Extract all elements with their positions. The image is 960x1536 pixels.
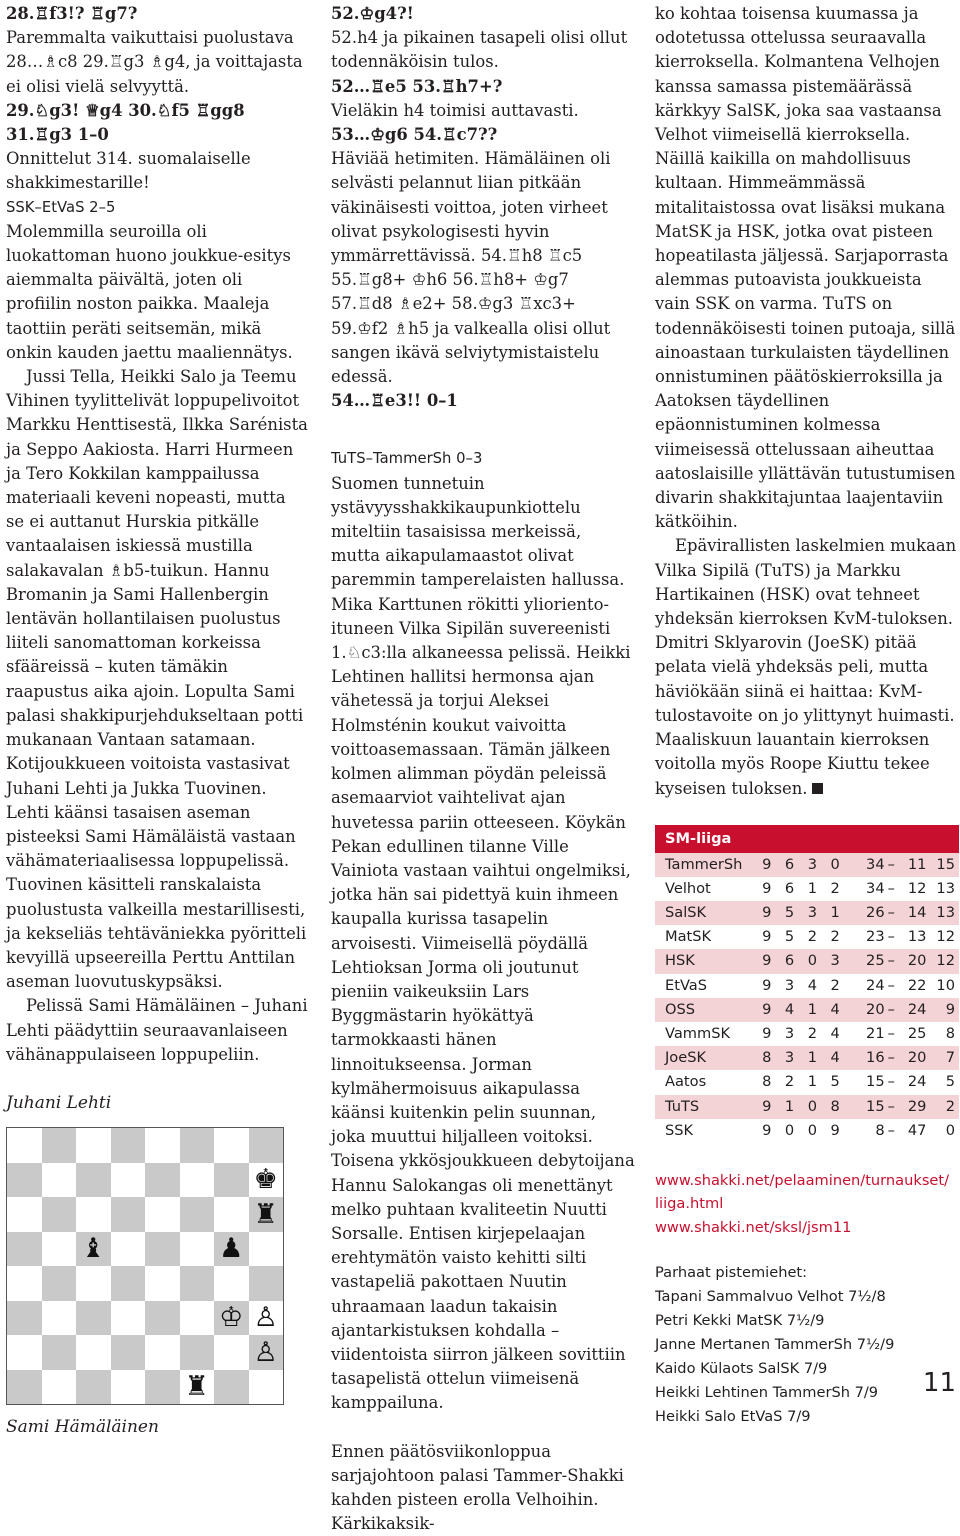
table-cell: VammSK — [665, 1025, 731, 1043]
table-cell: 4 — [830, 1000, 840, 1018]
end-mark-icon — [812, 783, 823, 794]
chess-piece: ♜ — [184, 1371, 209, 1403]
paragraph-text: Epävirallisten laskelmien mukaan Vilka Sipilä (TuTS) ja Markku Hartikainen (HSK) ovat tehneet yhdeksän kierroksen KvM-tuloksen. Dmitri Sklyarovin (JoeSK) pitää pelata vielä yhdeksäs peli, mutta häviökään siinä ei haittaa: KvM-tulostavoite on jo ylittynyt huimasti. Maaliskuun lauantain kierroksen voitolla myös Roope Kiuttu tekee kyseisen tuloksen. — [655, 536, 957, 798]
board-square — [145, 1197, 180, 1232]
board-square — [111, 1266, 146, 1301]
board-caption-black: Juhani Lehti — [6, 1092, 112, 1113]
board-square — [42, 1335, 77, 1370]
table-cell: 0 — [807, 1097, 817, 1115]
table-cell: 0 — [945, 1121, 955, 1139]
table-cell: 21 — [866, 1025, 885, 1043]
board-square — [249, 1370, 284, 1405]
list-item: Heikki Lehtinen TammerSh 7/9 — [655, 1384, 879, 1402]
board-square — [7, 1370, 42, 1405]
table-row — [655, 1119, 959, 1143]
chess-piece: ♟ — [219, 1233, 244, 1265]
table-body — [655, 853, 959, 1143]
chess-piece: ♙ — [253, 1336, 278, 1368]
board-square — [76, 1370, 111, 1405]
table-cell: 8 — [875, 1121, 885, 1139]
table-row — [655, 925, 959, 949]
table-cell: 20 — [866, 1000, 885, 1018]
paragraph — [655, 534, 959, 800]
table-cell: 34 — [866, 855, 885, 873]
move-line: 29.♘g3! ♕g4 30.♘f5 ♖gg8 31.♖g3 1–0 — [6, 100, 245, 145]
table-cell: 12 — [936, 952, 955, 970]
table-cell: 2 — [830, 879, 840, 897]
best-scorers-list — [655, 1285, 959, 1429]
board-square — [42, 1301, 77, 1336]
table-cell: EtVaS — [665, 976, 707, 994]
board-square — [111, 1232, 146, 1267]
table-row — [655, 974, 959, 998]
table-cell: 10 — [936, 976, 955, 994]
paragraph: 52.h4 ja pikainen tasapeli olisi ollut todennäköisin tulos. — [331, 28, 628, 72]
table-cell: 6 — [784, 952, 795, 970]
paragraph: Molemmilla seuroilla oli luokattoman huono joukkue-esitys aiemmalta päivältä, joten oli profiilin noston paikka. Maaleja taottiin peräti seitsemän, mikä onkin kauden jaettu maaliennätys. — [6, 221, 293, 362]
board-square — [249, 1128, 284, 1163]
list-item: Petri Kekki MatSK 7½/9 — [655, 1312, 825, 1330]
paragraph: Vieläkin h4 toimisi auttavasti. — [331, 100, 579, 120]
board-square — [180, 1301, 215, 1336]
match-heading: TuTS–TammerSh 0–3 — [331, 450, 483, 468]
table-cell: 9 — [762, 952, 772, 970]
table-cell: 16 — [866, 1049, 885, 1067]
board-square — [145, 1266, 180, 1301]
board-square — [7, 1335, 42, 1370]
match-heading: SSK–EtVaS 2–5 — [6, 198, 116, 216]
table-cell: 1 — [784, 1097, 795, 1115]
board-square — [180, 1335, 215, 1370]
board-square — [214, 1370, 249, 1405]
board-square — [76, 1301, 111, 1336]
table-cell: 4 — [807, 976, 817, 994]
table-cell: – — [887, 1000, 895, 1018]
table-cell: 15 — [866, 1097, 885, 1115]
table-cell: SSK — [665, 1121, 694, 1139]
table-cell: 5 — [784, 904, 795, 922]
table-cell: 9 — [762, 1025, 772, 1043]
table-cell: 8 — [945, 1025, 955, 1043]
table-cell: 2 — [807, 1025, 817, 1043]
board-square — [42, 1197, 77, 1232]
table-cell: 9 — [762, 855, 772, 873]
table-title: SM-liiga — [655, 825, 959, 853]
table-cell: – — [887, 879, 895, 897]
table-cell: 13 — [936, 879, 955, 897]
table-cell: 1 — [807, 1049, 817, 1067]
table-row — [655, 1046, 959, 1070]
table-cell: – — [887, 952, 895, 970]
paragraph: Pelissä Sami Hämäläinen – Juhani Lehti päädyttiin seuraavanlaiseen vähänappulaiseen loppupeliin. — [6, 996, 308, 1064]
board-square — [76, 1163, 111, 1198]
table-cell: – — [887, 855, 895, 873]
table-cell: 2 — [830, 928, 840, 946]
table-cell: 9 — [762, 1000, 772, 1018]
table-cell: – — [887, 976, 895, 994]
table-cell: 24 — [907, 1000, 927, 1018]
move-line: 53…♔g6 54.♖c7?? — [331, 125, 498, 145]
board-square — [76, 1232, 111, 1267]
table-cell: – — [887, 904, 895, 922]
board-square — [214, 1266, 249, 1301]
link-text[interactable]: liiga.html — [655, 1195, 724, 1213]
board-square — [145, 1335, 180, 1370]
board-square — [76, 1128, 111, 1163]
table-cell: 2 — [830, 976, 840, 994]
table-cell: 20 — [907, 952, 927, 970]
board-square — [7, 1197, 42, 1232]
table-cell: 0 — [784, 1121, 795, 1139]
chess-piece: ♙ — [253, 1302, 278, 1334]
table-cell: 1 — [807, 1000, 817, 1018]
board-square — [249, 1197, 284, 1232]
chess-piece: ♔ — [219, 1302, 244, 1334]
board-square — [180, 1197, 215, 1232]
table-cell: 5 — [784, 928, 795, 946]
board-square — [111, 1197, 146, 1232]
table-cell: 13 — [936, 904, 955, 922]
move-line: 54…♖e3!! 0–1 — [331, 391, 458, 411]
table-cell: 20 — [907, 1049, 927, 1067]
table-cell: – — [887, 928, 895, 946]
table-cell: 6 — [784, 879, 795, 897]
board-square — [249, 1301, 284, 1336]
board-square — [42, 1266, 77, 1301]
board-square — [111, 1370, 146, 1405]
board-square — [249, 1232, 284, 1267]
list-item: Heikki Salo EtVaS 7/9 — [655, 1408, 811, 1426]
table-cell: 5 — [945, 1073, 955, 1091]
board-square — [249, 1163, 284, 1198]
table-cell: 7 — [945, 1049, 955, 1067]
table-cell: 12 — [936, 928, 955, 946]
table-cell: 2 — [807, 928, 817, 946]
board-square — [214, 1197, 249, 1232]
table-cell: 2 — [784, 1073, 795, 1091]
board-square — [111, 1301, 146, 1336]
league-table — [655, 825, 959, 1143]
table-row — [655, 901, 959, 925]
table-row — [655, 877, 959, 901]
table-cell: 22 — [907, 976, 927, 994]
paragraph: Onnittelut 314. suomalaiselle shakkimestarille! — [6, 149, 251, 193]
page-number: 11 — [922, 1368, 956, 1398]
table-cell: JoeSK — [665, 1049, 707, 1067]
table-cell: 9 — [945, 1000, 955, 1018]
board-square — [42, 1370, 77, 1405]
table-cell: 13 — [907, 928, 927, 946]
table-cell: 3 — [784, 1049, 795, 1067]
board-square — [214, 1232, 249, 1267]
table-cell: 24 — [907, 1073, 927, 1091]
table-cell: 1 — [807, 1073, 817, 1091]
table-cell: 1 — [807, 879, 817, 897]
table-row — [655, 998, 959, 1022]
table-cell: 8 — [830, 1097, 840, 1115]
table-cell: 14 — [907, 904, 927, 922]
list-item: Kaido Külaots SalSK 7/9 — [655, 1360, 828, 1378]
paragraph: Ennen päätösviikonloppua sarjajohtoon palasi Tammer-Shakki kahden pisteen erolla Velhoihin. Kärkikaksik- — [331, 1441, 624, 1534]
table-cell: 3 — [807, 904, 817, 922]
board-square — [180, 1370, 215, 1405]
board-square — [214, 1128, 249, 1163]
board-square — [249, 1266, 284, 1301]
best-scorers-title: Parhaat pistemiehet: — [655, 1264, 808, 1282]
table-cell: 25 — [866, 952, 885, 970]
board-square — [180, 1163, 215, 1198]
board-square — [7, 1232, 42, 1267]
table-cell: 11 — [907, 855, 927, 873]
board-square — [42, 1163, 77, 1198]
board-square — [7, 1163, 42, 1198]
board-square — [42, 1232, 77, 1267]
move-line: 52…♖e5 53.♖h7+? — [331, 76, 503, 96]
table-cell: 25 — [907, 1025, 927, 1043]
board-square — [7, 1301, 42, 1336]
link-text[interactable]: www.shakki.net/pelaaminen/turnaukset/ — [655, 1171, 950, 1189]
board-square — [42, 1128, 77, 1163]
table-row — [655, 853, 959, 877]
table-row — [655, 1022, 959, 1046]
table-cell: 26 — [866, 904, 885, 922]
board-square — [145, 1370, 180, 1405]
table-cell: 3 — [784, 976, 795, 994]
link-liiga[interactable] — [655, 1169, 959, 1216]
chess-piece: ♝ — [81, 1233, 106, 1265]
board-square — [76, 1197, 111, 1232]
table-cell: 0 — [807, 952, 817, 970]
board-square — [145, 1301, 180, 1336]
board-square — [214, 1335, 249, 1370]
paragraph: Jussi Tella, Heikki Salo ja Teemu Vihinen tyylittelivät loppupelivoitot Markku Henttisestä, Ilkka Sarénista ja Seppo Aakiosta. Harri Hurmeen ja Tero Kokkilan kamppailussa materiaali keveni nopeasti, mutta se ei auttanut Hurskia pitkälle vantaalaisen iskiessä mustilla salakavalan ♗b5-tuikun. Hannu Bromanin ja Sami Hallenbergin lentävän hollantilaisen puolustus liiteli sanomattoman korkeissa sfääreissä – kuten tämäkin raapustus aika ajoin. Lopulta Sami palasi shakkipurjehdukseltaan potti mukanaan Vantaan satamaan. Kotijoukkueen voitoista vastasivat Juhani Lehti ja Jukka Tuovinen. Lehti käänsi tasaisen aseman pisteeksi Sami Hämäläistä vastaan vähämateriaalisessa loppupelissä. Tuovinen käsitteli ranskalaista puolustusta valkeilla mestarillisesti, ja kekseliäs tehtäväniekka pyöritteli kevyillä upseereilla Perttu Anttilan aseman luovutuskypsäksi. — [6, 367, 308, 992]
table-row — [655, 949, 959, 973]
board-square — [145, 1163, 180, 1198]
table-cell: 0 — [807, 1121, 817, 1139]
list-item: Tapani Sammalvuo Velhot 7½/8 — [655, 1288, 886, 1306]
best-scorers — [655, 1261, 959, 1429]
board-square — [111, 1128, 146, 1163]
list-item: Janne Mertanen TammerSh 7½/9 — [655, 1336, 895, 1354]
table-cell: 9 — [762, 928, 772, 946]
table-cell: 9 — [762, 879, 772, 897]
table-cell: – — [887, 1073, 895, 1091]
table-cell: 4 — [830, 1049, 840, 1067]
board-square — [214, 1301, 249, 1336]
chess-piece: ♜ — [253, 1198, 278, 1230]
table-cell: 9 — [762, 1121, 772, 1139]
link-jsm[interactable]: www.shakki.net/sksl/jsm11 — [655, 1218, 852, 1236]
table-cell: 4 — [830, 1025, 840, 1043]
chess-board — [6, 1127, 284, 1405]
column-2 — [331, 2, 635, 1536]
column-1 — [6, 2, 308, 1439]
table-cell: 3 — [830, 952, 840, 970]
board-square — [180, 1232, 215, 1267]
table-cell: 15 — [936, 855, 955, 873]
board-square — [249, 1335, 284, 1370]
board-square — [76, 1266, 111, 1301]
table-cell: 0 — [830, 855, 840, 873]
board-square — [214, 1163, 249, 1198]
paragraph: Suomen tunnetuin ystävyysshakkikaupunkiottelu miteltiin tasaisissa merkeissä, mutta aikapulamaastot olivat paremmin tamperelaisten hallussa. Mika Karttunen rökitti yliorientoituneen Vilka Sipilän suvereenisti 1.♘c3:lla alkaneessa pelissä. Heikki Lehtinen hallitsi hermonsa ajan vähetessä ja torjui Aleksei Holmsténin koukut vaivoitta voittoasemassaan. Tämän jälkeen kolmen alimman pöydän peleissä asemaarviot vaihtelivat ajan huvetessa pariin otteeseen. Köykän Pekan edullinen tilanne Ville Vainiota vastaan vaihtui ongelmiksi, jotka hän sai pidettyä kuin ihmeen kaupalla kurissa tasapelin arvoisesti. Viimeisellä pöydällä Lehtioksan Jorma oli joutunut pieniin vaikeuksiin Lars Byggmästarin hyökättyä tarmokkaasti hänen linnoitukseensa. Jorman kylmähermoisuus aikapulassa käänsi kuitenkin pelin suunnan, joka muuttui hiljalleen voitoksi. Toisena ykkösjoukkueen debytoijana Hannu Salokangas oli menettänyt melko puhtaan kvaliteetin Nuutti Sorsalle. Entisen kirjepelaajan erehtymätön vaisto kehitti silti vastapeliä pakottaen Nuutin uhraamaan laadun takaisin ajantarkistuksen kohdalla – viidentoista siirron jälkeen sovittiin tasapelistä ottelun viimeisenä kamppailuna. — [331, 473, 635, 1413]
table-cell: 29 — [907, 1097, 927, 1115]
table-cell: 9 — [762, 976, 772, 994]
table-cell: 9 — [762, 904, 772, 922]
table-row — [655, 1070, 959, 1094]
table-cell: OSS — [665, 1000, 696, 1018]
table-cell: 4 — [784, 1000, 795, 1018]
table-cell: 6 — [784, 855, 795, 873]
table-cell: – — [887, 1121, 895, 1139]
table-cell: MatSK — [665, 928, 712, 946]
board-square — [180, 1266, 215, 1301]
table-cell: 5 — [830, 1073, 840, 1091]
table-cell: TuTS — [665, 1097, 700, 1115]
table-cell: 24 — [866, 976, 885, 994]
board-square — [7, 1266, 42, 1301]
table-cell: 8 — [762, 1073, 772, 1091]
table-cell: 12 — [907, 879, 927, 897]
table-cell: 9 — [762, 1097, 772, 1115]
table-cell: – — [887, 1025, 895, 1043]
table-cell: 34 — [866, 879, 885, 897]
chess-piece: ♚ — [253, 1164, 278, 1196]
board-square — [111, 1335, 146, 1370]
table-cell: Aatos — [665, 1073, 707, 1091]
paragraph: ko kohtaa toisensa kuumassa ja odotetussa ottelussa seuraavalla kierroksella. Kolmantena Velhojen kanssa samassa pistemäärässä kärkkyy SalSK, joka saa vastaansa Velhot viimeisellä kierroksella. Näillä kaikilla on mahdollisuus kultaan. Himmeämmässä mitalitaistossa ovat lisäksi mukana MatSK ja HSK, jotka ovat pisteen hopeatilasta jäljessä. Sarjaporrasta alemmas putoavista joukkueista vain SSK on varma. TuTS on todennäköisesti toinen putoaja, sillä ainoastaan turkulaisten täydellinen onnistuminen päätöskierroksilla ja Aatoksen täydellinen epäonnistuminen kolmessa viimeisessä ottelussaan aiheuttaa aatoslaisille yllättävän tutustumisen divarin shakkitajuntaa laajentaviin kätköihin. — [655, 4, 956, 532]
table-cell: SalSK — [665, 904, 707, 922]
table-cell: Velhot — [665, 879, 711, 897]
table-cell: 15 — [866, 1073, 885, 1091]
board-square — [145, 1232, 180, 1267]
table-cell: – — [887, 1049, 895, 1067]
table-cell: 8 — [762, 1049, 772, 1067]
table-cell: TammerSh — [665, 855, 743, 873]
table-cell: 2 — [945, 1097, 955, 1115]
paragraph: Paremmalta vaikuttaisi puolustava 28…♗c8 29.♖g3 ♗g4, ja voittajasta ei olisi vielä selvyyttä. — [6, 28, 303, 96]
column-3 — [655, 2, 959, 1429]
table-cell: 1 — [830, 904, 840, 922]
table-cell: 3 — [784, 1025, 795, 1043]
board-square — [145, 1128, 180, 1163]
board-caption-white: Sami Hämäläinen — [6, 1417, 159, 1438]
table-cell: 9 — [830, 1121, 840, 1139]
board-square — [7, 1128, 42, 1163]
table-cell: 23 — [866, 928, 885, 946]
move-line: 52.♔g4?! — [331, 4, 414, 23]
board-square — [111, 1163, 146, 1198]
table-cell: 47 — [907, 1121, 927, 1139]
move-line: 28.♖f3!? ♖g7? — [6, 4, 138, 23]
table-cell: 3 — [807, 855, 817, 873]
table-cell: – — [887, 1097, 895, 1115]
table-cell: HSK — [665, 952, 695, 970]
board-square — [180, 1128, 215, 1163]
table-row — [655, 1095, 959, 1119]
board-square — [76, 1335, 111, 1370]
paragraph: Häviää hetimiten. Hämäläinen oli selvästi pelannut liian pitkään väkinäisesti voittoa, joten virheet olivat psykologisesti hyvin ymmärrettävissä. 54.♖h8 ♖c5 55.♖g8+ ♔h6 56.♖h8+ ♔g7 57.♖d8 ♗e2+ 58.♔g3 ♖xc3+ 59.♔f2 ♗h5 ja valkealla olisi ollut sangen ikävä selviytymistaistelu edessä. — [331, 149, 611, 387]
